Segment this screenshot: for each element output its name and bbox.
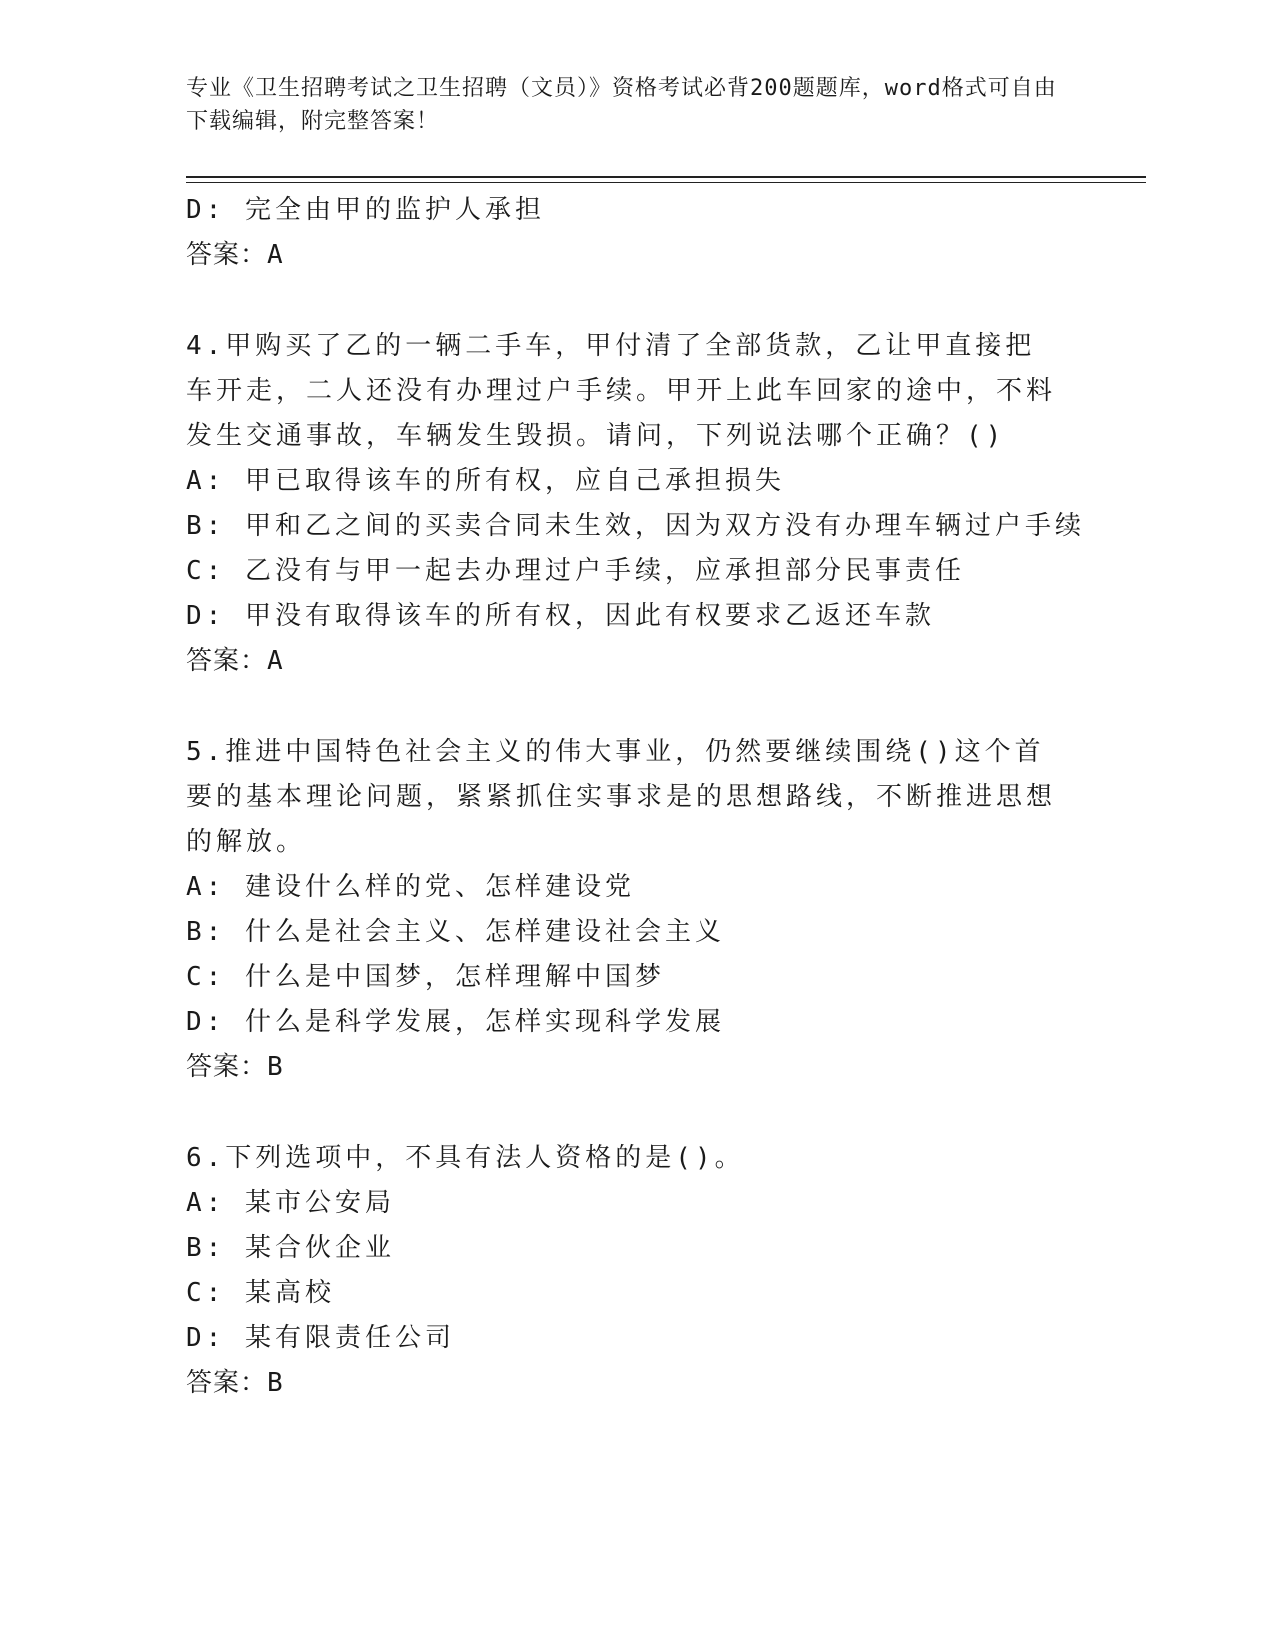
question-4: [186, 324, 1086, 684]
answer-label: 答案：A: [186, 646, 284, 676]
header-divider-thin: [186, 182, 1146, 183]
question-stem: 5.推进中国特色社会主义的伟大事业，仍然要继续围绕()这个首要的基本理论问题，紧紧抓住实事求是的思想路线，不断推进思想的解放。: [186, 737, 1057, 857]
option-b: B: 什么是社会主义、怎样建设社会主义: [186, 917, 725, 947]
question-list: [186, 188, 1086, 1406]
option-b: B: 甲和乙之间的买卖合同未生效，因为双方没有办理车辆过户手续: [186, 511, 1085, 541]
option-c: C: 某高校: [186, 1278, 335, 1308]
header-divider-thick: [186, 176, 1146, 178]
option-a: A: 甲已取得该车的所有权，应自己承担损失: [186, 466, 785, 496]
question-6: [186, 1136, 1086, 1406]
option-d: D: 甲没有取得该车的所有权，因此有权要求乙返还车款: [186, 601, 935, 631]
option-c: C: 乙没有与甲一起去办理过户手续，应承担部分民事责任: [186, 556, 965, 586]
option-d: D: 什么是科学发展，怎样实现科学发展: [186, 1007, 725, 1037]
question-stem: 4.甲购买了乙的一辆二手车，甲付清了全部货款，乙让甲直接把车开走，二人还没有办理过户手续。甲开上此车回家的途中，不料发生交通事故，车辆发生毁损。请问，下列说法哪个正确？(): [186, 331, 1057, 451]
document-header: [186, 72, 1076, 138]
option-a: A: 某市公安局: [186, 1188, 395, 1218]
question-5: [186, 730, 1086, 1090]
option-c: C: 什么是中国梦，怎样理解中国梦: [186, 962, 665, 992]
answer-label: 答案：B: [186, 1368, 284, 1398]
option-a: A: 建设什么样的党、怎样建设党: [186, 872, 635, 902]
question-3-tail: [186, 188, 1086, 278]
option-b: B: 某合伙企业: [186, 1233, 395, 1263]
option-d: D: 某有限责任公司: [186, 1323, 455, 1353]
header-title: 专业《卫生招聘考试之卫生招聘（文员）》资格考试必背200题题库，word格式可自由下载编辑，附完整答案！: [186, 76, 1057, 134]
question-stem: 6.下列选项中，不具有法人资格的是()。: [186, 1143, 745, 1173]
option-d: D: 完全由甲的监护人承担: [186, 195, 545, 225]
answer-label: 答案：A: [186, 240, 284, 270]
answer-label: 答案：B: [186, 1052, 284, 1082]
